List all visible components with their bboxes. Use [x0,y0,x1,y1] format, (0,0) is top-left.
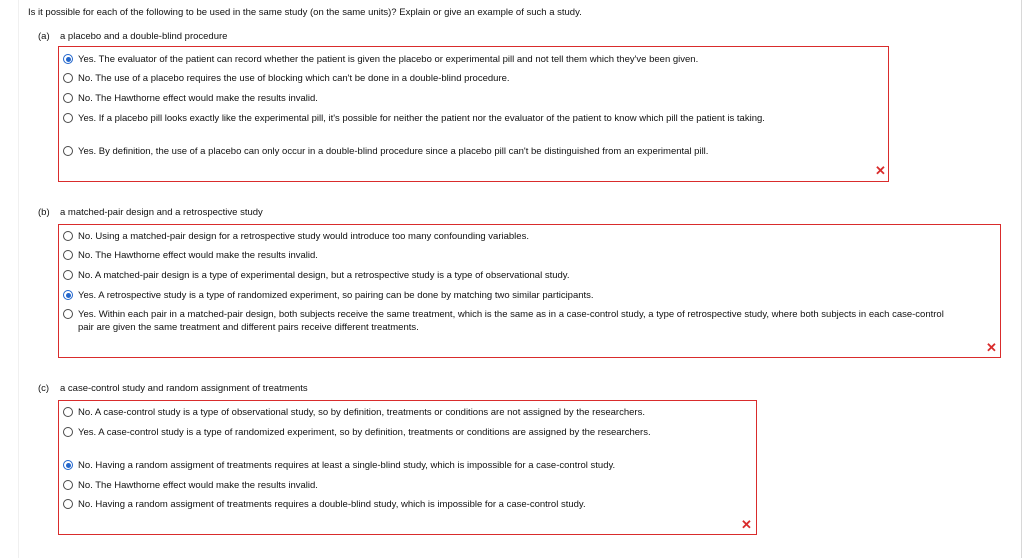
part-b-option-3[interactable] [63,269,992,282]
part-c-label [38,383,308,394]
radio-button-selected[interactable] [63,290,73,300]
radio-button[interactable] [63,480,73,490]
radio-button[interactable] [63,146,73,156]
radio-button[interactable] [63,113,73,123]
part-a-label [38,31,227,42]
part-c-option-4[interactable] [63,479,748,492]
part-b-option-1[interactable] [63,230,992,243]
radio-button[interactable] [63,231,73,241]
part-c-option-3[interactable] [63,459,748,472]
option-text: No. The Hawthorne effect would make the results invalid. [78,93,318,104]
part-a-title: a placebo and a double-blind procedure [60,31,228,42]
incorrect-x-icon: ✕ [875,163,886,178]
part-b-option-2[interactable] [63,249,992,262]
part-c-letter: (c) [38,383,50,394]
part-a-option-4[interactable] [63,112,868,125]
part-b-answer-box [58,224,1001,358]
part-a-option-3[interactable] [63,92,880,105]
option-text: Yes. Within each pair in a matched-pair design, both subjects receive the same treatment, which is the same as in a case-control study, a type of retrospective study, where both subjects in each case-control pair are given the same treatment and different pairs receive different treatments. [78,309,944,333]
radio-button[interactable] [63,93,73,103]
option-text: No. A case-control study is a type of observational study, so by definition, treatments or conditions are not assigned by the researchers. [78,407,645,418]
option-text: No. Using a matched-pair design for a retrospective study would introduce too many confounding variables. [78,231,529,242]
part-a-option-5[interactable] [63,145,880,158]
option-text: No. The Hawthorne effect would make the results invalid. [78,480,318,491]
option-text: Yes. The evaluator of the patient can record whether the patient is given the placebo or experimental pill and not tell them which they've been given. [78,54,699,65]
radio-button-selected[interactable] [63,54,73,64]
part-c-option-1[interactable] [63,406,748,419]
part-a-answer-box [58,46,889,182]
option-text: Yes. A retrospective study is a type of randomized experiment, so pairing can be done by matching two similar participants. [78,290,594,301]
radio-button[interactable] [63,499,73,509]
option-text: Yes. A case-control study is a type of randomized experiment, so by definition, treatments or conditions are assigned by the researchers. [78,427,651,438]
radio-button[interactable] [63,407,73,417]
part-c-option-5[interactable] [63,498,748,511]
option-text: No. A matched-pair design is a type of experimental design, but a retrospective study is a type of observational study. [78,270,570,281]
option-text: No. The Hawthorne effect would make the results invalid. [78,250,318,261]
option-text: No. The use of a placebo requires the use of blocking which can't be done in a double-blind procedure. [78,73,510,84]
part-a-letter: (a) [38,31,50,42]
option-text: Yes. If a placebo pill looks exactly like the experimental pill, it's possible for neither the patient nor the evaluator of the patient to know which pill the patient is taking. [78,113,765,124]
part-c-title: a case-control study and random assignment of treatments [60,383,308,394]
part-a-option-2[interactable] [63,72,880,85]
part-b-letter: (b) [38,207,50,218]
option-text: Yes. By definition, the use of a placebo can only occur in a double-blind procedure since a placebo pill can't be distinguished from an experimental pill. [78,146,709,157]
radio-button[interactable] [63,270,73,280]
radio-button[interactable] [63,73,73,83]
part-a-option-1[interactable] [63,53,880,66]
part-b-option-4[interactable] [63,289,992,302]
radio-button[interactable] [63,250,73,260]
part-c-answer-box [58,400,757,535]
radio-button-selected[interactable] [63,460,73,470]
part-b-title: a matched-pair design and a retrospective study [60,207,263,218]
option-text: No. Having a random assigment of treatments requires a double-blind study, which is impossible for a case-control study. [78,499,586,510]
option-text: No. Having a random assigment of treatments requires at least a single-blind study, which is impossible for a case-control study. [78,460,616,471]
radio-button[interactable] [63,427,73,437]
incorrect-x-icon: ✕ [986,340,997,355]
part-b-option-5[interactable] [63,308,960,334]
question-text: Is it possible for each of the following to be used in the same study (on the same units)? Explain or give an example of such a study. [28,7,582,18]
part-b-label [38,207,263,218]
part-c-option-2[interactable] [63,426,696,439]
radio-button[interactable] [63,309,73,319]
incorrect-x-icon: ✕ [741,517,752,532]
